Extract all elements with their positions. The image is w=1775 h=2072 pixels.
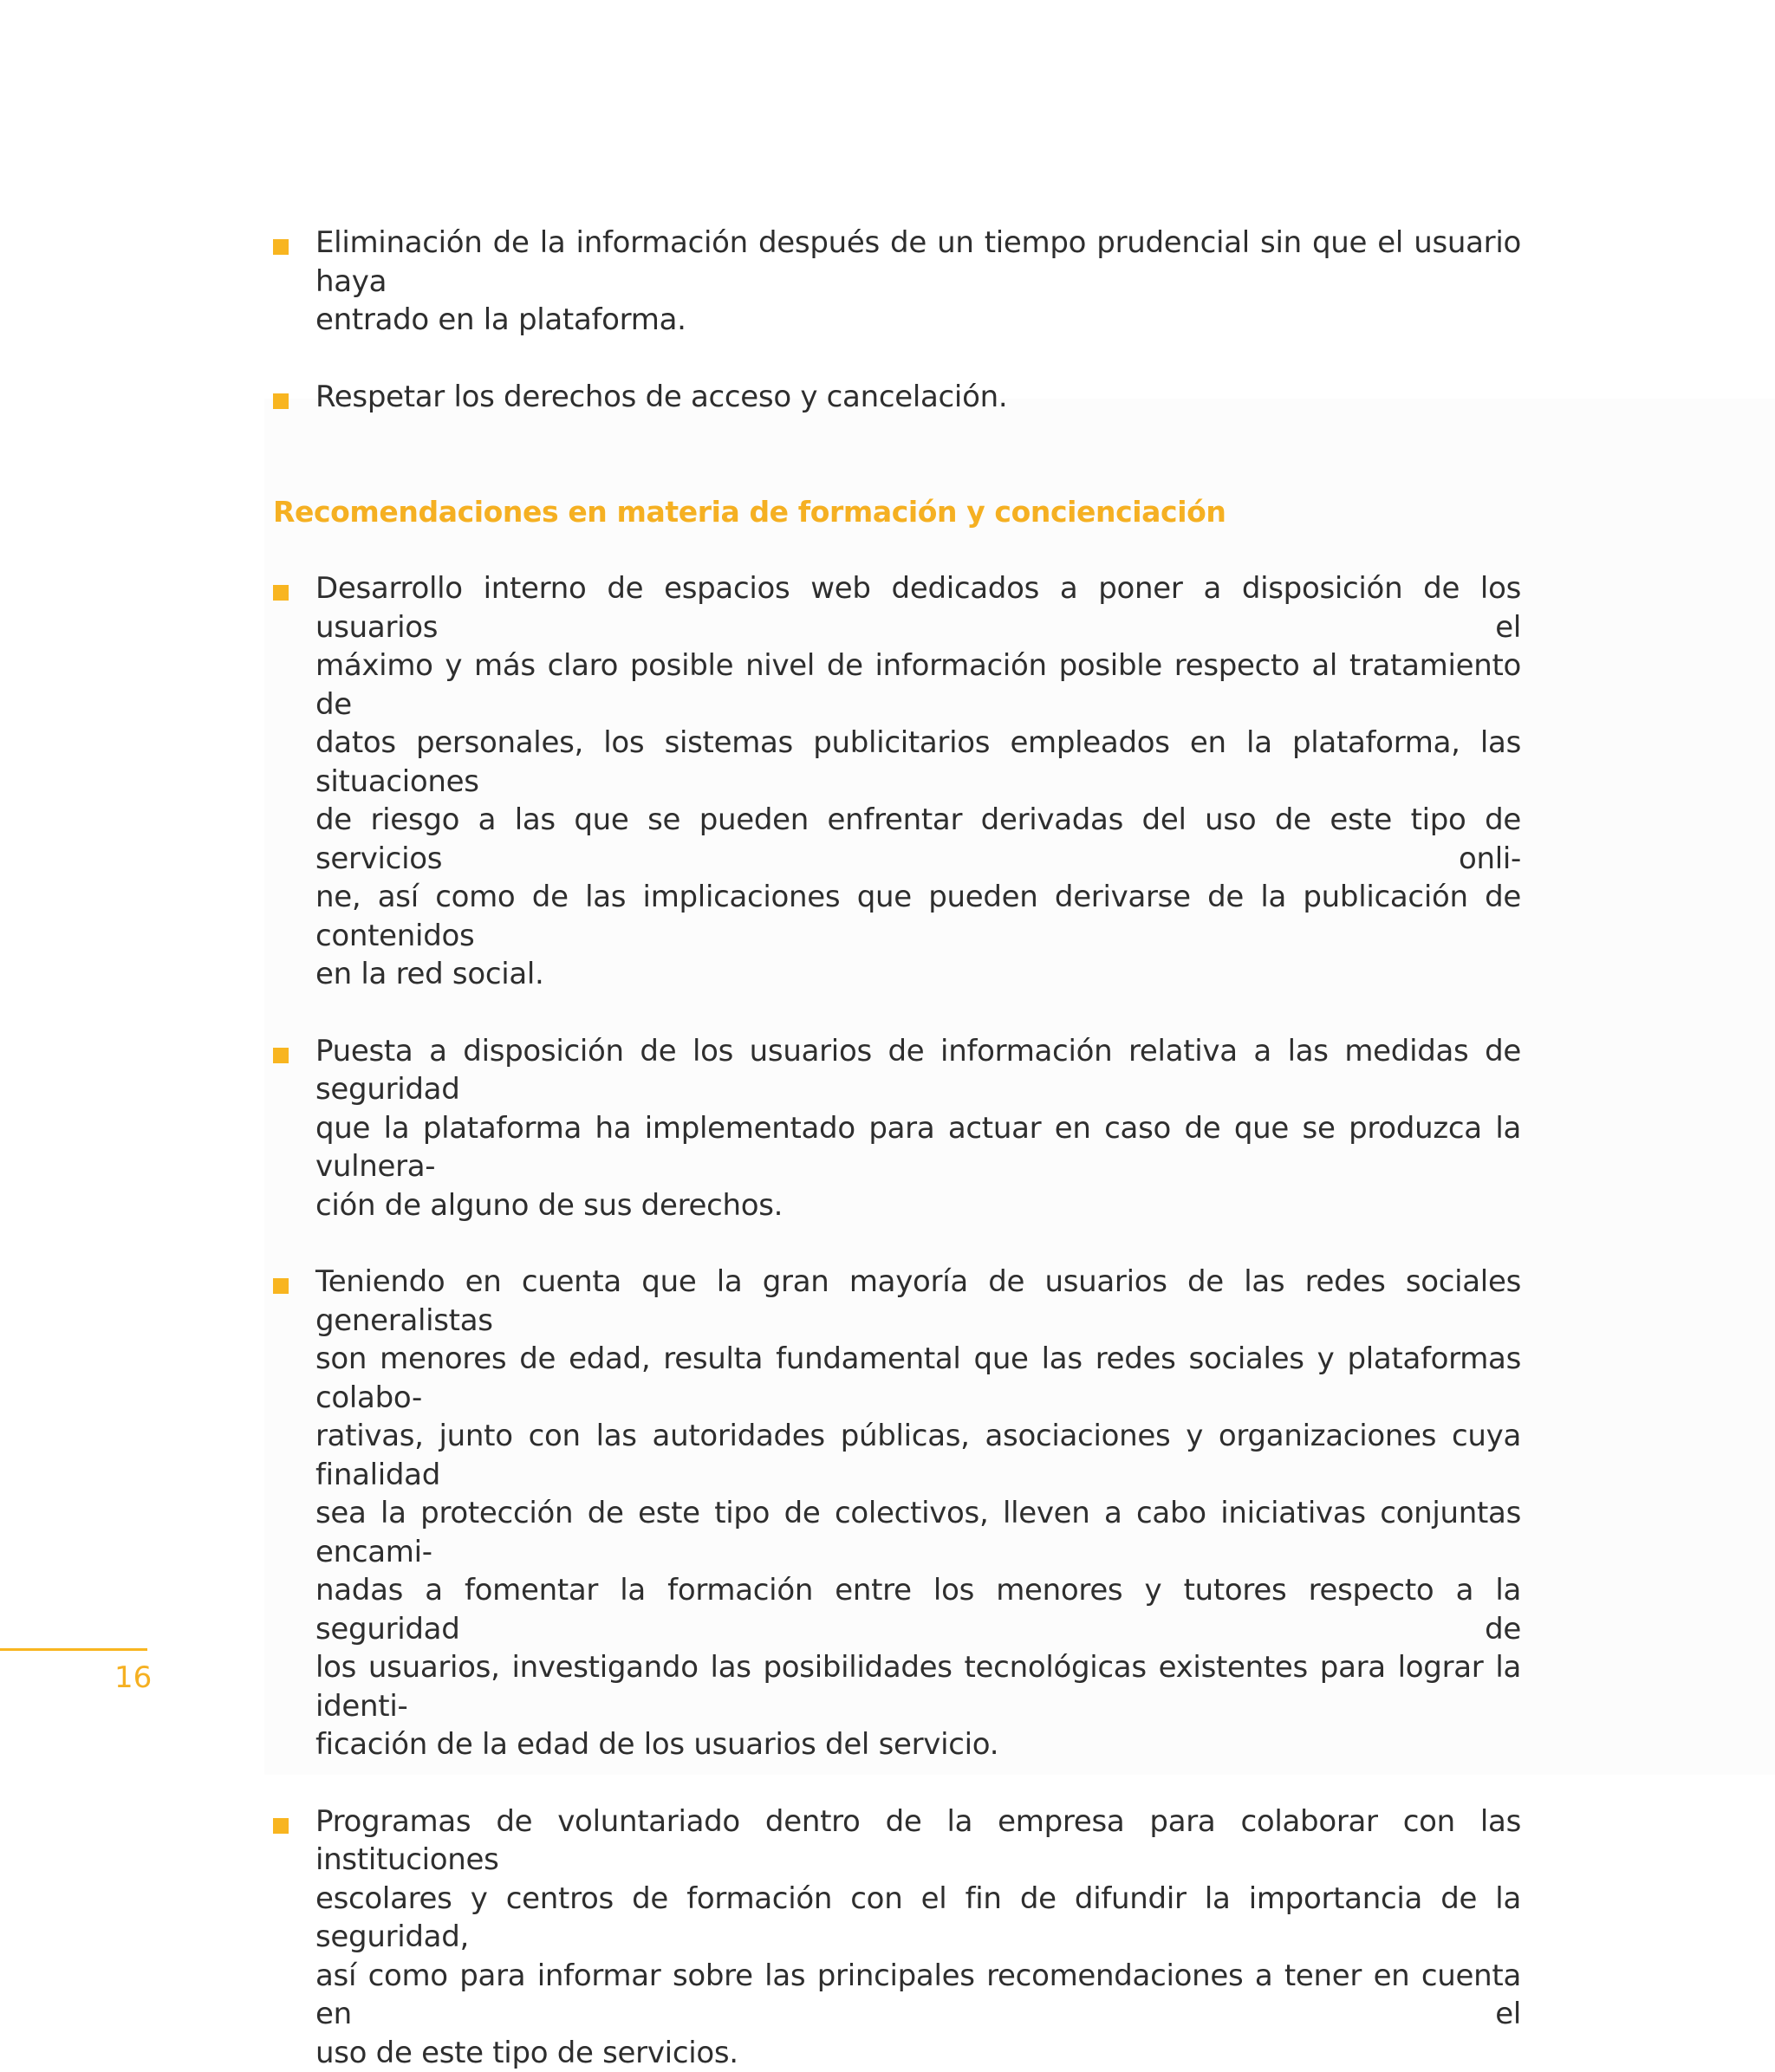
square-bullet-icon	[273, 1278, 289, 1294]
list-item-text	[315, 569, 1521, 994]
text-line: ción de alguno de sus derechos.	[315, 1186, 1521, 1225]
text-line: uso de este tipo de servicios.	[315, 2034, 1521, 2072]
square-bullet-icon	[273, 393, 289, 409]
text-line: que la plataforma ha implementado para actuar en caso de que se produzca la vulnera-	[315, 1109, 1521, 1186]
square-bullet-icon	[273, 585, 289, 601]
text-line: Desarrollo interno de espacios web dedicados a poner a disposición de los usuarios el	[315, 569, 1521, 646]
list-item-text	[315, 224, 1521, 340]
list-item-text	[315, 1263, 1521, 1764]
text-line: Teniendo en cuenta que la gran mayoría de usuarios de las redes sociales generalistas	[315, 1263, 1521, 1340]
section-heading: Recomendaciones en materia de formación y concienciación	[273, 493, 1521, 531]
text-line: Eliminación de la información después de un tiempo prudencial sin que el usuario haya	[315, 224, 1521, 301]
text-line: rativas, junto con las autoridades públicas, asociaciones y organizaciones cuya finalidad	[315, 1417, 1521, 1494]
text-line: Respetar los derechos de acceso y cancelación.	[315, 378, 1521, 417]
text-line: Puesta a disposición de los usuarios de información relativa a las medidas de seguridad	[315, 1032, 1521, 1109]
text-line: entrado en la plataforma.	[315, 301, 1521, 340]
page-number: 16	[114, 1660, 152, 1695]
text-line: Programas de voluntariado dentro de la empresa para colaborar con las instituciones	[315, 1802, 1521, 1880]
footer-rule	[0, 1648, 147, 1651]
text-line: en la red social.	[315, 955, 1521, 994]
text-line: así como para informar sobre las principales recomendaciones a tener en cuenta en el	[315, 1957, 1521, 2034]
page-content	[273, 224, 1521, 2072]
text-line: son menores de edad, resulta fundamental que las redes sociales y plataformas colabo-	[315, 1340, 1521, 1417]
list-item	[273, 1802, 1521, 2072]
text-line: máximo y más claro posible nivel de información posible respecto al tratamiento de	[315, 646, 1521, 724]
list-item	[273, 378, 1521, 417]
text-line: datos personales, los sistemas publicitarios empleados en la plataforma, las situaciones	[315, 724, 1521, 801]
text-line: los usuarios, investigando las posibilidades tecnológicas existentes para lograr la identi-	[315, 1648, 1521, 1725]
list-item	[273, 569, 1521, 994]
list-item	[273, 1032, 1521, 1225]
text-line: de riesgo a las que se pueden enfrentar derivadas del uso de este tipo de servicios onli-	[315, 801, 1521, 878]
square-bullet-icon	[273, 1048, 289, 1063]
text-line: escolares y centros de formación con el fin de difundir la importancia de la seguridad,	[315, 1880, 1521, 1957]
list-item	[273, 224, 1521, 340]
list-item-text	[315, 1802, 1521, 2072]
text-line: nadas a fomentar la formación entre los menores y tutores respecto a la seguridad de	[315, 1571, 1521, 1648]
text-line: sea la protección de este tipo de colectivos, lleven a cabo iniciativas conjuntas encami-	[315, 1494, 1521, 1571]
text-line: ficación de la edad de los usuarios del servicio.	[315, 1725, 1521, 1764]
list-item	[273, 1263, 1521, 1764]
square-bullet-icon	[273, 1818, 289, 1834]
square-bullet-icon	[273, 239, 289, 255]
list-item-text	[315, 1032, 1521, 1225]
list-item-text	[315, 378, 1521, 417]
text-line: ne, así como de las implicaciones que pueden derivarse de la publicación de contenidos	[315, 878, 1521, 955]
